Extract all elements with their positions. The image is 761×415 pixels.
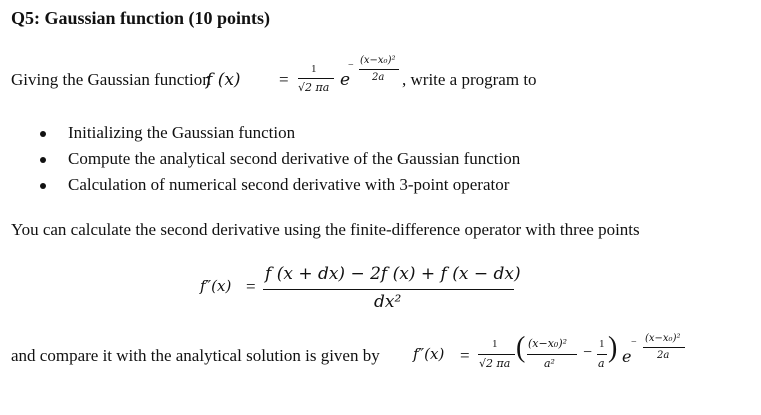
- analytical-term2-fraction-bar: [597, 354, 607, 355]
- bullet-icon: [40, 183, 46, 189]
- bullet-icon: [40, 157, 46, 163]
- intro-coef-fraction-bar: [298, 78, 334, 79]
- analytical-exp-numerator: (x−x₀)²: [645, 333, 681, 344]
- analytical-term2-denominator: a: [598, 357, 605, 370]
- intro-exp-base: e: [340, 70, 351, 90]
- analytical-minus: −: [583, 344, 593, 361]
- task-item: Compute the analytical second derivative of the Gaussian function: [68, 149, 521, 168]
- analytical-term1-numerator: (x−x₀)²: [528, 337, 568, 350]
- analytical-term2-numerator: 1: [599, 338, 605, 350]
- analytical-term1-denominator: a²: [544, 357, 555, 370]
- analytical-lead: and compare it with the analytical solution is given by: [11, 346, 380, 365]
- fd-lhs: f″(x): [200, 277, 232, 295]
- intro-equals: =: [279, 70, 289, 89]
- analytical-coef-numerator: 1: [492, 338, 498, 350]
- intro-exp-numerator: (x−x₀)²: [360, 55, 396, 66]
- fd-numerator: f (x + dx) − 2f (x) + f (x − dx): [265, 264, 521, 284]
- analytical-coef-denominator: √2 πa: [479, 357, 511, 370]
- intro-exp-sign: −: [348, 60, 354, 71]
- analytical-exp-fraction-bar: [643, 347, 685, 348]
- analytical-exp-base: e: [622, 347, 632, 366]
- intro-coef-denominator: √2 πa: [298, 81, 330, 94]
- intro-exp-denominator: 2a: [372, 72, 385, 83]
- analytical-lhs: f″(x): [413, 345, 445, 363]
- intro-exp-fraction-bar: [359, 69, 399, 70]
- fd-denominator: dx²: [374, 292, 402, 312]
- page-title: Q5: Gaussian function (10 points): [11, 8, 271, 28]
- fd-intro-text: You can calculate the second derivative using the finite-difference operator with three points: [11, 220, 640, 239]
- task-item: Initializing the Gaussian function: [68, 123, 296, 142]
- intro-tail: , write a program to: [402, 70, 537, 89]
- intro-coef-numerator: 1: [311, 63, 317, 75]
- analytical-exp-denominator: 2a: [657, 350, 670, 361]
- fd-equals: =: [246, 277, 256, 296]
- fd-fraction-bar: [263, 289, 514, 290]
- bullet-icon: [40, 131, 46, 137]
- analytical-term1-fraction-bar: [527, 354, 577, 355]
- intro-fx: f (x): [206, 70, 241, 90]
- analytical-equals: =: [460, 346, 470, 365]
- analytical-coef-fraction-bar: [478, 354, 515, 355]
- intro-lead: Giving the Gaussian function: [11, 70, 211, 89]
- analytical-paren-close: ): [608, 331, 618, 364]
- analytical-exp-sign: −: [631, 337, 637, 348]
- task-item: Calculation of numerical second derivative with 3-point operator: [68, 175, 510, 194]
- analytical-paren-open: (: [516, 331, 526, 364]
